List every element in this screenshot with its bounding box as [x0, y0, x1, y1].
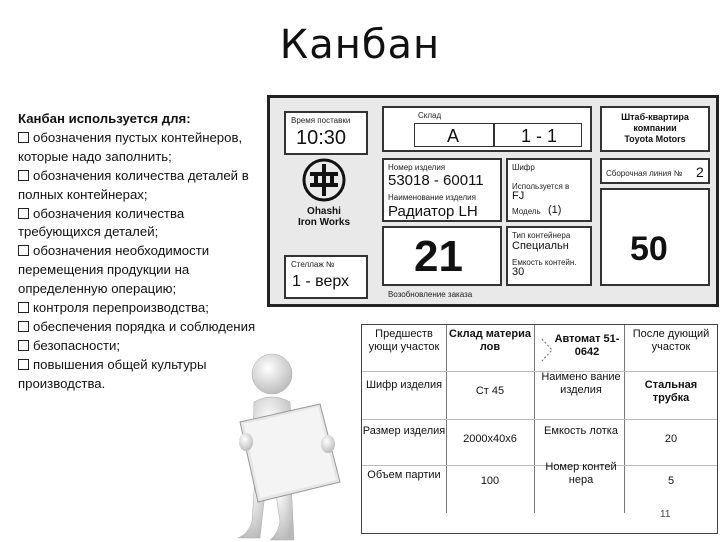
page-number: 11 [660, 509, 671, 520]
container-box: Тип контейнера Специальн Емкость контейн. 30 [506, 226, 592, 286]
uses-item: обозначения необходимости перемещения продукции на определенную операцию; [18, 243, 210, 297]
checkbox-bullet-icon [18, 340, 29, 351]
table-cell: Стальная трубка [644, 379, 698, 404]
hq-box: Штаб-квартира компании Toyota Motors [600, 106, 710, 152]
table-header-cell: Склад материа лов [449, 328, 531, 353]
table-cell: 100 [480, 475, 500, 487]
uses-item: обеспечения порядка и соблюдения [18, 318, 268, 337]
table-cell: 20 [664, 433, 678, 445]
part-name: Радиатор LH [388, 203, 478, 220]
quantity-box [600, 188, 710, 286]
part-box: Номер изделия 53018 - 60011 Наименование изделия Радиатор LH [382, 158, 502, 222]
rack-value: 1 - верх [292, 273, 350, 290]
big-number: 21 [414, 232, 463, 281]
checkbox-bullet-icon [18, 359, 29, 370]
warehouse-number: 1 - 1 [521, 126, 558, 146]
table-cell: Объем партии [367, 469, 441, 481]
delivery-time-box: Время поставки 10:30 [284, 111, 368, 155]
supplier-logo-icon [302, 158, 346, 202]
uses-item: обозначения количества деталей в полных контейнерах; [18, 167, 249, 202]
uses-item: безопасности; [18, 337, 268, 356]
table-header-cell: Автомат 51-0642 [554, 333, 620, 358]
checkbox-bullet-icon [18, 132, 29, 143]
table-cell: 5 [667, 475, 675, 487]
checkbox-bullet-icon [18, 302, 29, 313]
slide-title: Канбан [279, 22, 441, 68]
order-renewal-label: Возобновление заказа [388, 290, 473, 299]
kanban-card [267, 95, 719, 307]
usage-box: Шифр Используется в FJ Модель (1) [506, 158, 592, 222]
table-cell: Ст 45 [475, 385, 505, 397]
checkbox-bullet-icon [18, 245, 29, 256]
part-number: 53018 - 60011 [388, 172, 484, 189]
person-holding-card-icon [232, 352, 354, 542]
checkbox-bullet-icon [18, 208, 29, 219]
dashed-arrow-icon [540, 337, 554, 363]
table-cell: Наимено вание изделия [541, 371, 621, 396]
warehouse-code: A [447, 126, 460, 146]
supplier-name: Ohashi Iron Works [297, 206, 351, 228]
delivery-time: 10:30 [296, 127, 347, 149]
checkbox-bullet-icon [18, 170, 29, 181]
assembly-line-box: Сборочная линия № 2 [600, 158, 710, 184]
quantity-value: 50 [630, 230, 668, 268]
uses-item: повышения общей культуры производства. [18, 356, 207, 391]
uses-item: обозначения количества требующихся деталей; [18, 205, 185, 240]
uses-item: обозначения пустых контейнеров, которые надо заполнить; [18, 129, 243, 164]
rack-box: Стеллаж № 1 - верх [284, 255, 368, 299]
table-header-cell: После дующий участок [632, 328, 710, 353]
big-number-box [382, 226, 502, 286]
uses-heading: Канбан используется для: [18, 111, 191, 126]
table-cell: 2000х40х6 [463, 433, 517, 445]
table-cell: Размер изделия [362, 425, 446, 437]
table-cell: Емкость лотка [544, 425, 618, 437]
warehouse-box: Склад A 1 - 1 [382, 106, 592, 152]
checkbox-bullet-icon [18, 321, 29, 332]
table-cell: Номер контей нера [545, 461, 617, 486]
uses-item: контроля перепроизводства; [18, 299, 268, 318]
process-table [361, 324, 718, 534]
table-header-cell: Предшеств ующи участок [368, 328, 440, 353]
uses-list [18, 110, 268, 394]
table-cell: Шифр изделия [365, 379, 443, 391]
